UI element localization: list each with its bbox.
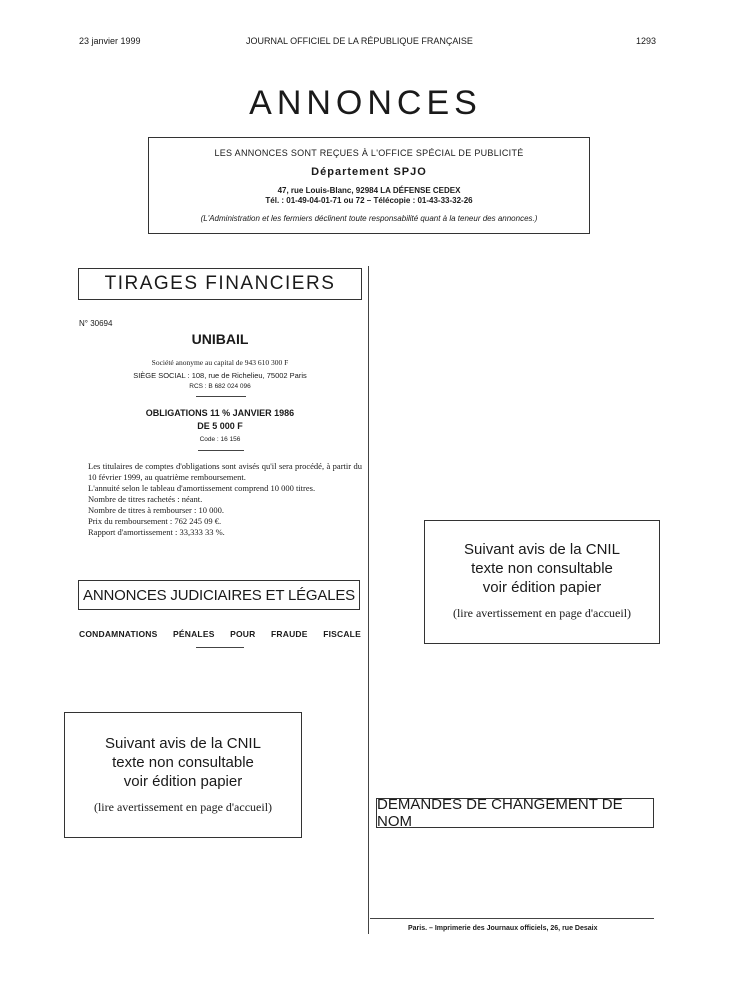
printer-imprint: Paris. – Imprimerie des Journaux officiels, 26, rue Desaix <box>408 925 598 932</box>
announcement-body <box>88 461 362 538</box>
cnil-line-3: voir édition papier <box>123 773 243 790</box>
header-journal: JOURNAL OFFICIEL DE LA RÉPUBLIQUE FRANÇAISE <box>246 36 473 46</box>
notice-department: Département SPJO <box>311 166 427 178</box>
section-heading-judiciaires <box>78 580 360 610</box>
list-item: Prix du remboursement : 762 245 09 €. <box>88 516 222 526</box>
company-rcs: RCS : B 682 024 096 <box>189 383 251 390</box>
paragraph: L'annuité selon le tableau d'amortissement comprend 10 000 titres. <box>88 483 316 493</box>
notice-disclaimer: (L'Administration et les fermiers déclinent toute responsabilité quant à la teneur des annonces.) <box>200 214 538 223</box>
cnil-line-3: voir édition papier <box>482 579 602 596</box>
header-page-number: 1293 <box>636 36 657 46</box>
cnil-note: (lire avertissement en page d'accueil) <box>93 800 273 814</box>
company-capital: Société anonyme au capital de 943 610 300 F <box>151 358 289 367</box>
tirages-heading-text: TIRAGES FINANCIERS <box>104 273 336 294</box>
notice-address: 47, rue Louis-Blanc, 92984 LA DÉFENSE CEDEX <box>277 186 461 195</box>
notice-line-1: LES ANNONCES SONT REÇUES À L'OFFICE SPÉCIAL DE PUBLICITÉ <box>214 148 524 158</box>
subheading-word: FISCALE <box>323 629 361 639</box>
cnil-line-1: Suivant avis de la CNIL <box>464 541 620 558</box>
dcn-heading-text: DEMANDES DE CHANGEMENT DE NOM <box>377 796 623 830</box>
announcement-number: N° 30694 <box>79 319 113 328</box>
cnil-notice-box <box>424 520 660 644</box>
company-name: UNIBAIL <box>191 331 249 347</box>
paragraph: Les titulaires de comptes d'obligations sont avisés qu'il sera procédé, à partir du 10 février 1999, au quatrième remboursement. <box>88 461 362 482</box>
cnil-line-1: Suivant avis de la CNIL <box>105 735 261 752</box>
subsection-heading <box>79 629 361 639</box>
cnil-line-2: texte non consultable <box>112 754 254 771</box>
subheading-word: FRAUDE <box>271 629 308 639</box>
notice-box <box>148 137 590 234</box>
subheading-word: CONDAMNATIONS <box>79 629 158 639</box>
divider <box>198 450 244 451</box>
cnil-line-2: texte non consultable <box>471 560 613 577</box>
cnil-note: (lire avertissement en page d'accueil) <box>452 606 632 620</box>
divider <box>196 647 244 648</box>
section-heading-changement-nom <box>376 798 654 828</box>
obligations-denomination: DE 5 000 F <box>197 421 243 431</box>
divider <box>196 396 246 397</box>
subheading-word: PÉNALES <box>173 629 215 639</box>
obligations-title: OBLIGATIONS 11 % JANVIER 1986 <box>145 408 295 418</box>
subheading-word: POUR <box>230 629 256 639</box>
list-item: Nombre de titres à rembourser : 10 000. <box>88 505 224 515</box>
ajl-heading-text: ANNONCES JUDICIAIRES ET LÉGALES <box>83 586 355 604</box>
header-date: 23 janvier 1999 <box>79 36 141 46</box>
section-heading-tirages <box>78 268 362 300</box>
obligations-code: Code : 16 156 <box>199 436 241 443</box>
company-address: SIÈGE SOCIAL : 108, rue de Richelieu, 75002 Paris <box>133 371 307 380</box>
column-divider <box>368 266 369 934</box>
notice-phone: Tél. : 01-49-04-01-71 ou 72 – Télécopie : 01-43-33-32-26 <box>265 196 473 205</box>
list-item: Rapport d'amortissement : 33,333 33 %. <box>88 527 225 537</box>
footer-rule <box>370 918 654 919</box>
page-title: ANNONCES <box>249 84 482 122</box>
list-item: Nombre de titres rachetés : néant. <box>88 494 203 504</box>
cnil-notice-box <box>64 712 302 838</box>
